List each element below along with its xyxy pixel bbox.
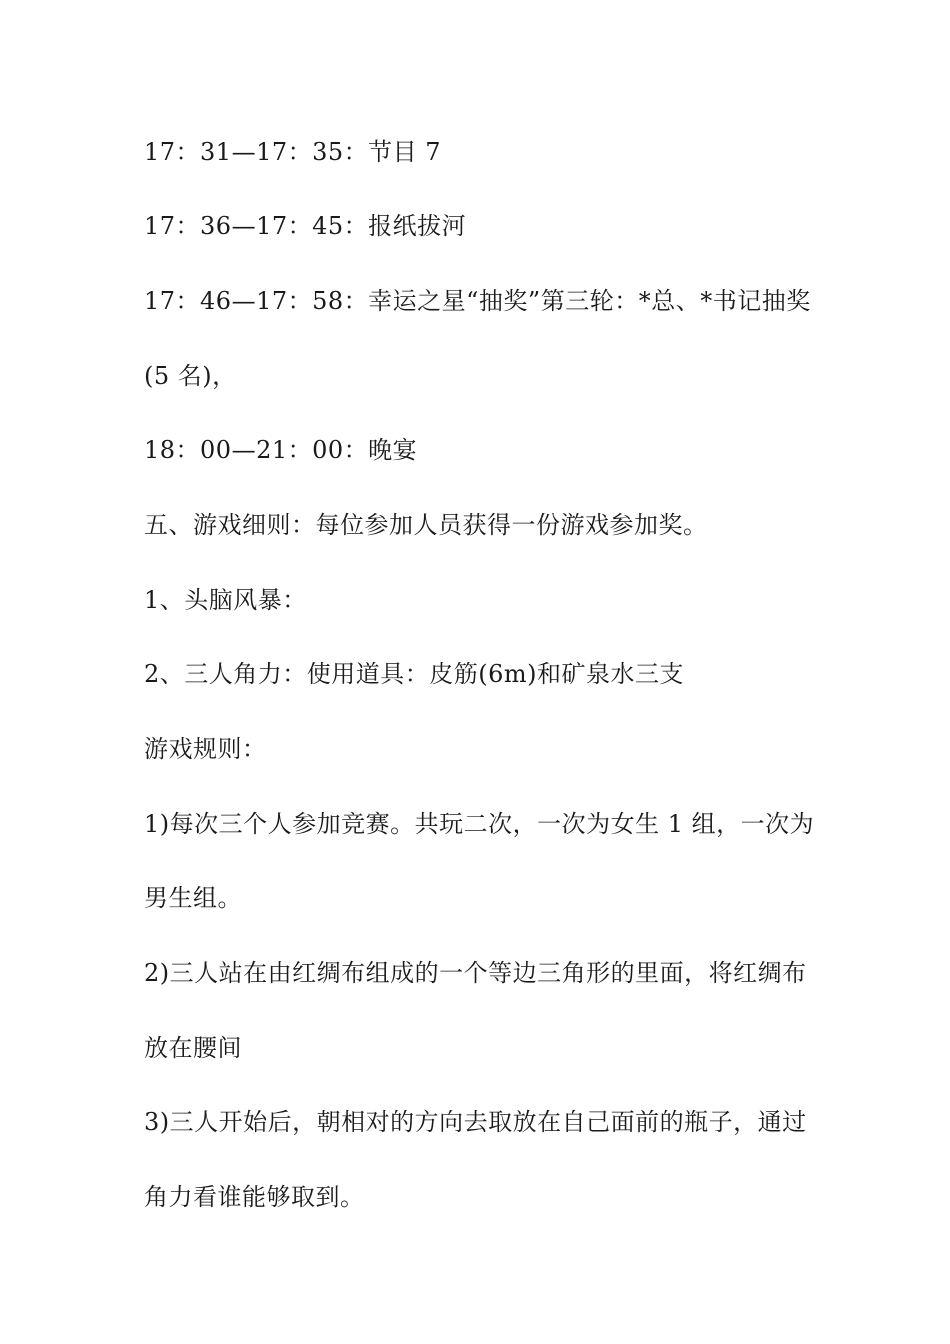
game-item-brainstorm: 1、头脑风暴： bbox=[144, 586, 307, 614]
rules-heading: 游戏规则： bbox=[144, 735, 267, 763]
game-item-three-person-tug: 2、三人角力：使用道具：皮筋(6m)和矿泉水三支 bbox=[144, 660, 685, 688]
section-heading-game-rules: 五、游戏细则：每位参加人员获得一份游戏参加奖。 bbox=[144, 511, 708, 539]
rule-2-line2: 放在腰间 bbox=[144, 1034, 242, 1062]
rule-1-line1: 1)每次三个人参加竞赛。共玩二次，一次为女生 1 组，一次为 bbox=[144, 810, 815, 838]
schedule-item-dinner: 18：00—21：00：晚宴 bbox=[144, 436, 418, 464]
rule-3-line1: 3)三人开始后，朝相对的方向去取放在自己面前的瓶子，通过 bbox=[144, 1108, 807, 1136]
rule-3-line2: 角力看谁能够取到。 bbox=[144, 1183, 365, 1211]
rule-2-line1: 2)三人站在由红绸布组成的一个等边三角形的里面，将红绸布 bbox=[144, 959, 807, 987]
rule-1-line2: 男生组。 bbox=[144, 884, 242, 912]
schedule-item-lucky-draw-line2: (5 名)， bbox=[144, 362, 237, 390]
schedule-item-newspaper-tug: 17：36—17：45：报纸拔河 bbox=[144, 212, 467, 240]
schedule-item-program-7: 17：31—17：35：节目 7 bbox=[144, 138, 442, 166]
schedule-item-lucky-draw-line1: 17：46—17：58：幸运之星“抽奖”第三轮：*总、*书记抽奖 bbox=[144, 287, 811, 315]
